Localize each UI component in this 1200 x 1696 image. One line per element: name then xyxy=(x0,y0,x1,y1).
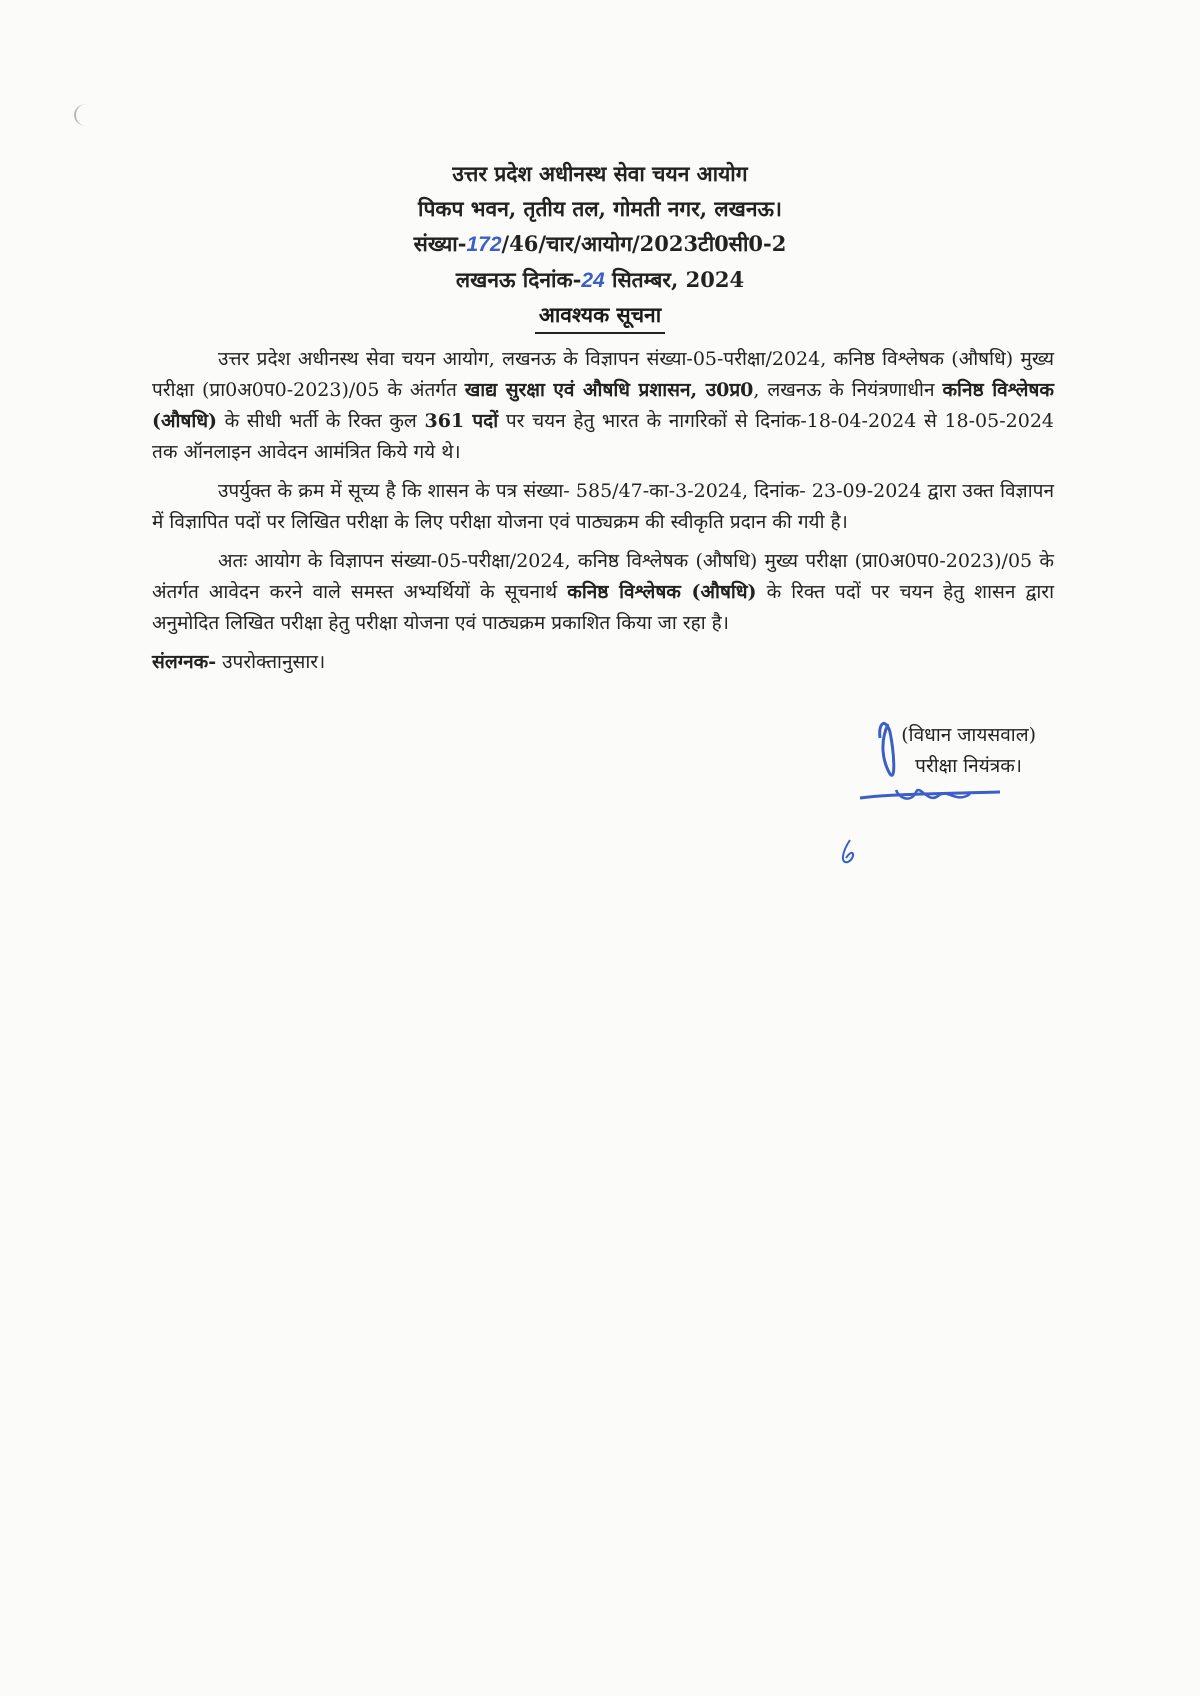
signatory-name: (विधान जायसवाल) xyxy=(901,724,1036,746)
reference-number xyxy=(0,226,1200,262)
signature-block xyxy=(796,720,1036,782)
p3-text-a: अतः आयोग के विज्ञापन संख्या-05-परीक्षा/2024, कनिष्ठ विश्लेषक (औषधि) मुख्य परीक्षा (प्रा0अ0प0-2023)/05 के अंतर्गत आवेदन करने वाले समस्त अभ्यर्थियों के सूचनार्थ xyxy=(152,550,1054,603)
paragraph-3 xyxy=(152,546,1054,639)
signatory-designation: परीक्षा नियंत्रक। xyxy=(915,755,1022,777)
attachment-line xyxy=(152,647,1054,678)
notice-body xyxy=(152,344,1054,686)
date-prefix: लखनऊ दिनांक- xyxy=(455,267,582,292)
paragraph-2: उपर्युक्त के क्रम में सूच्य है कि शासन के पत्र संख्या- 585/47-का-3-2024, दिनांक- 23-09-2024 द्वारा उक्त विज्ञापन में विज्ञापित पदों पर लिखित परीक्षा के लिए परीक्षा योजना एवं पाठ्यक्रम की स्वीकृति प्रदान की गयी है। xyxy=(152,480,1054,533)
handwritten-reference-number: 172 xyxy=(466,233,502,256)
organization-address: पिकप भवन, तृतीय तल, गोमती नगर, लखनऊ। xyxy=(418,196,782,221)
handwritten-date-day: 24 xyxy=(581,269,605,292)
notice-title: आवश्यक सूचना xyxy=(535,298,665,334)
letterhead xyxy=(0,156,1200,334)
p1-text-a: उत्तर प्रदेश अधीनस्थ सेवा चयन आयोग, लखनऊ के विज्ञापन संख्या-05-परीक्षा/2024, कनिष्ठ विश्लेषक (औषधि) मुख्य परीक्षा (प्रा0अ0प0-2023)/05 के अंतर्गत xyxy=(152,348,1054,401)
p1-text-c: , लखनऊ के नियंत्रणाधीन xyxy=(753,379,943,401)
paragraph-1 xyxy=(152,344,1054,468)
attachment-label: संलग्नक- xyxy=(152,651,217,673)
scan-artifact xyxy=(74,104,98,126)
p1-bold-vacancies: 361 पदों xyxy=(424,410,499,432)
p1-bold-department: खाद्य सुरक्षा एवं औषधि प्रशासन, उ0प्र0 xyxy=(464,379,754,401)
date-suffix: सितम्बर, 2024 xyxy=(604,267,745,292)
p1-text-g: पर चयन हेतु भारत के नागरिकों से दिनांक-18-04-2024 से 18-05-2024 तक ऑनलाइन आवेदन आमंत्रित किये गये थे। xyxy=(152,410,1055,463)
issue-date xyxy=(0,262,1200,298)
p1-bold-post: कनिष्ठ विश्लेषक (औषधि) xyxy=(152,379,1054,432)
p3-text-c: के रिक्त पदों पर चयन हेतु शासन द्वारा अनुमोदित लिखित परीक्षा हेतु परीक्षा योजना एवं पाठ्यक्रम प्रकाशित किया जा रहा है। xyxy=(152,581,1054,634)
p1-text-e: के सीधी भर्ती के रिक्त कुल xyxy=(217,410,425,432)
attachment-text: उपरोक्तानुसार। xyxy=(216,651,326,673)
reference-suffix: /46/चार/आयोग/2023टी0सी0-2 xyxy=(501,231,787,256)
organization-name: उत्तर प्रदेश अधीनस्थ सेवा चयन आयोग xyxy=(452,161,748,186)
p3-bold-post: कनिष्ठ विश्लेषक (औषधि) xyxy=(567,581,757,603)
reference-prefix: संख्या- xyxy=(413,231,467,256)
